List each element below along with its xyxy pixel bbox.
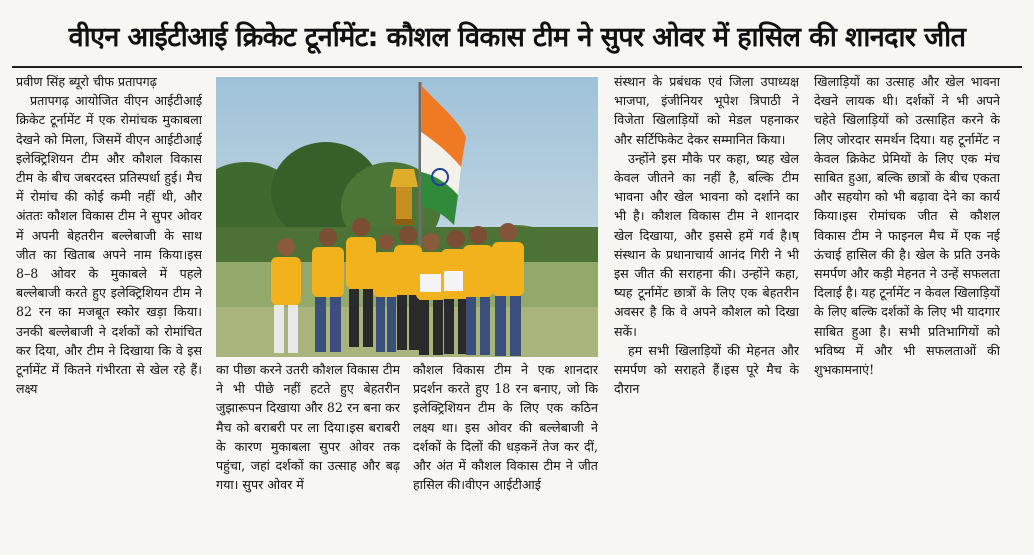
- paragraph-felicitation: संस्थान के प्रबंधक एवं जिला उपाध्यक्ष भाजपा, इंजीनियर भूपेश त्रिपाठी ने विजेता खिलाड़ियों को मेडल पहनाकर और सर्टिफिकेट देकर सम्मानित किया।: [614, 74, 799, 147]
- article-column-5: [814, 72, 1000, 555]
- team-photo: [216, 77, 598, 357]
- article-column-4: [614, 72, 799, 555]
- headline: वीएन आईटीआई क्रिकेट टूर्नामेंट: कौशल विकास टीम ने सुपर ओवर में हासिल की शानदार जीत: [68, 21, 966, 53]
- byline: प्रवीण सिंह ब्यूरो चीफ प्रतापगढ़: [16, 74, 157, 89]
- article-column-2: [216, 360, 400, 555]
- paragraph-intro: प्रतापगढ़ आयोजित वीएन आईटीआई क्रिकेट टूर्नामेंट में एक रोमांचक मुकाबला देखने को मिला, जिसमें वीएन आईटीआई इलेक्ट्रिशियन टीम और कौशल विकास टीम के बीच जबरदस्त प्रतिस्पर्धा हुई। मैच में रोमांच की कोई कमी नहीं थी, और अंततः कौशल विकास टीम ने सुपर ओवर में अपनी बेहतरीन बल्लेबाजी के साथ जीत का खिताब अपने नाम किया।इस 8–8 ओवर के मुकाबले में पहले बल्लेबाजी करते हुए इलेक्ट्रिशियन टीम ने 82 रन का मजबूत स्कोर खड़ा किया। उनकी बल्लेबाजी ने दर्शकों को रोमांचित कर दिया, और टीम ने दिखाया कि वे इस टूर्नामेंट में कितने गंभीरता से खेल रहे हैं। लक्ष्य: [16, 93, 202, 397]
- paragraph-closing: खिलाड़ियों का उत्साह और खेल भावना देखने लायक थी। दर्शकों ने भी अपने चहेते खिलाड़ियों को उत्साहित करने के लिए जोरदार समर्थन दिया। यह टूर्नामेंट न केवल क्रिकेट प्रेमियों के लिए एक मंच साबित हुआ, बल्कि छात्रों के बीच एकता और सहयोग को भी बढ़ावा देने का कार्य किया।इस रोमांचक जीत से कौशल विकास टीम ने फाइनल मैच में एक नई ऊंचाई हासिल की है। खेल के प्रति उनके समर्पण और कड़ी मेहनत ने उन्हें सफलता दिलाई है। यह टूर्नामेंट न केवल खिलाड़ियों के लिए बल्कि दर्शकों के लिए भी यादगार साबित हुआ है। सभी प्रतिभागियों को भविष्य में और भी सफलताओं की शुभकामनाएं!: [814, 74, 1000, 378]
- paragraph-appreciation: हम सभी खिलाड़ियों की मेहनत और समर्पण को सराहते हैं।इस पूरे मैच के दौरान: [614, 342, 799, 397]
- paragraph-quotes: उन्होंने इस मौके पर कहा, ष्यह खेल केवल जीतने का नहीं है, बल्कि टीम भावना और खेल भावना को दर्शाने का भी है। कौशल विकास टीम ने शानदार खेल दिखाया, और इससे हमें गर्व है।ष् संस्थान के प्रधानाचार्य आनंद गिरी ने भी इस जीत की सराहना की। उन्होंने कहा, ष्यह टूर्नामेंट छात्रों के लिए एक बेहतरीन अवसर है कि वे अपने कौशल को दिखा सकें।: [614, 150, 799, 339]
- paragraph-super-over: कौशल विकास टीम ने एक शानदार प्रदर्शन करते हुए 18 रन बनाए, जो कि इलेक्ट्रिशियन टीम के लिए एक कठिन लक्ष्य था। इस ओवर की बल्लेबाजी ने दर्शकों के दिलों की धड़कनें तेज कर दीं, और अंत में कौशल विकास टीम ने जीत हासिल की।वीएन आईटीआई: [413, 362, 598, 493]
- article-column-3: [413, 360, 598, 555]
- headline-divider: [12, 66, 1022, 68]
- team-photo-illustration: [216, 77, 598, 357]
- article-column-1: [16, 72, 202, 555]
- paragraph-chase: का पीछा करने उतरी कौशल विकास टीम ने भी पीछे नहीं हटते हुए बेहतरीन जुझारूपन दिखाया और 82 रन बना कर मैच को बराबरी पर ला दिया।इस बराबरी के कारण मुकाबला सुपर ओवर तक पहुंचा, जहां दर्शकों का उत्साह और बढ़ गया। सुपर ओवर में: [216, 362, 400, 493]
